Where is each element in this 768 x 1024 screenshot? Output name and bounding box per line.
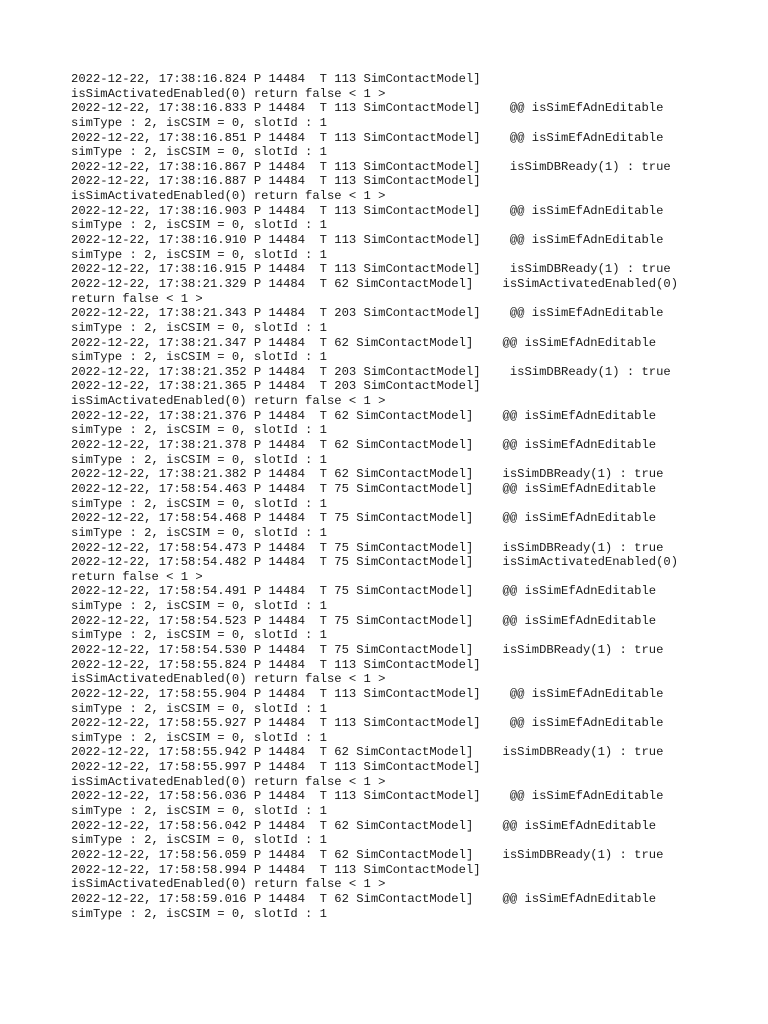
log-line: simType : 2, isCSIM = 0, slotId : 1 [71, 804, 327, 819]
log-line: isSimActivatedEnabled(0) return false < 1 > [71, 877, 386, 892]
log-line: simType : 2, isCSIM = 0, slotId : 1 [71, 628, 327, 643]
log-line: 2022-12-22, 17:38:16.915 P 14484 T 113 SimContactModel] isSimDBReady(1) : true [71, 262, 671, 277]
log-line: 2022-12-22, 17:38:16.833 P 14484 T 113 SimContactModel] @@ isSimEfAdnEditable [71, 101, 664, 116]
log-line: simType : 2, isCSIM = 0, slotId : 1 [71, 145, 327, 160]
log-line: 2022-12-22, 17:58:55.824 P 14484 T 113 SimContactModel] [71, 657, 481, 672]
log-line: 2022-12-22, 17:38:21.347 P 14484 T 62 SimContactModel] @@ isSimEfAdnEditable [71, 335, 657, 350]
log-line: simType : 2, isCSIM = 0, slotId : 1 [71, 350, 327, 365]
log-line: simType : 2, isCSIM = 0, slotId : 1 [71, 701, 327, 716]
log-line: simType : 2, isCSIM = 0, slotId : 1 [71, 320, 327, 335]
log-line: simType : 2, isCSIM = 0, slotId : 1 [71, 730, 327, 745]
log-line: 2022-12-22, 17:58:55.927 P 14484 T 113 SimContactModel] @@ isSimEfAdnEditable [71, 716, 664, 731]
log-line: 2022-12-22, 17:58:55.942 P 14484 T 62 SimContactModel] isSimDBReady(1) : true [71, 745, 664, 760]
log-line: simType : 2, isCSIM = 0, slotId : 1 [71, 247, 327, 262]
log-line: 2022-12-22, 17:58:56.059 P 14484 T 62 SimContactModel] isSimDBReady(1) : true [71, 847, 664, 862]
log-line: simType : 2, isCSIM = 0, slotId : 1 [71, 452, 327, 467]
log-line: 2022-12-22, 17:58:54.468 P 14484 T 75 SimContactModel] @@ isSimEfAdnEditable [71, 511, 657, 526]
log-line: 2022-12-22, 17:38:21.352 P 14484 T 203 SimContactModel] isSimDBReady(1) : true [71, 364, 671, 379]
log-line: 2022-12-22, 17:58:55.997 P 14484 T 113 SimContactModel] [71, 760, 481, 775]
log-line: simType : 2, isCSIM = 0, slotId : 1 [71, 218, 327, 233]
log-line: 2022-12-22, 17:58:56.036 P 14484 T 113 SimContactModel] @@ isSimEfAdnEditable [71, 789, 664, 804]
log-line: 2022-12-22, 17:58:56.042 P 14484 T 62 SimContactModel] @@ isSimEfAdnEditable [71, 818, 657, 833]
log-line: 2022-12-22, 17:38:16.903 P 14484 T 113 SimContactModel] @@ isSimEfAdnEditable [71, 203, 664, 218]
log-line: 2022-12-22, 17:38:21.329 P 14484 T 62 SimContactModel] isSimActivatedEnabled(0) [71, 276, 679, 291]
log-line: 2022-12-22, 17:38:21.382 P 14484 T 62 SimContactModel] isSimDBReady(1) : true [71, 467, 664, 482]
log-line: 2022-12-22, 17:58:54.463 P 14484 T 75 SimContactModel] @@ isSimEfAdnEditable [71, 481, 657, 496]
log-line: return false < 1 > [71, 569, 203, 584]
log-line: simType : 2, isCSIM = 0, slotId : 1 [71, 599, 327, 614]
log-line: 2022-12-22, 17:38:21.378 P 14484 T 62 SimContactModel] @@ isSimEfAdnEditable [71, 438, 657, 453]
log-line: 2022-12-22, 17:38:16.910 P 14484 T 113 SimContactModel] @@ isSimEfAdnEditable [71, 233, 664, 248]
log-line: 2022-12-22, 17:38:16.824 P 14484 T 113 SimContactModel] [71, 72, 481, 86]
log-line: 2022-12-22, 17:58:59.016 P 14484 T 62 SimContactModel] @@ isSimEfAdnEditable [71, 891, 657, 906]
log-line: 2022-12-22, 17:58:54.523 P 14484 T 75 SimContactModel] @@ isSimEfAdnEditable [71, 613, 657, 628]
log-line: simType : 2, isCSIM = 0, slotId : 1 [71, 833, 327, 848]
log-line: isSimActivatedEnabled(0) return false < 1 > [71, 394, 386, 409]
log-line: 2022-12-22, 17:58:58.994 P 14484 T 113 SimContactModel] [71, 862, 481, 877]
log-line: 2022-12-22, 17:38:16.867 P 14484 T 113 SimContactModel] isSimDBReady(1) : true [71, 159, 671, 174]
log-line: isSimActivatedEnabled(0) return false < 1 > [71, 774, 386, 789]
log-line: isSimActivatedEnabled(0) return false < 1 > [71, 86, 386, 101]
log-line: simType : 2, isCSIM = 0, slotId : 1 [71, 906, 327, 921]
log-line: simType : 2, isCSIM = 0, slotId : 1 [71, 423, 327, 438]
log-line: isSimActivatedEnabled(0) return false < 1 > [71, 672, 386, 687]
log-line: simType : 2, isCSIM = 0, slotId : 1 [71, 115, 327, 130]
log-line: 2022-12-22, 17:58:54.473 P 14484 T 75 SimContactModel] isSimDBReady(1) : true [71, 540, 664, 555]
log-line: isSimActivatedEnabled(0) return false < 1 > [71, 189, 386, 204]
log-line: 2022-12-22, 17:38:16.851 P 14484 T 113 SimContactModel] @@ isSimEfAdnEditable [71, 130, 664, 145]
log-line: 2022-12-22, 17:38:21.376 P 14484 T 62 SimContactModel] @@ isSimEfAdnEditable [71, 408, 657, 423]
log-line: 2022-12-22, 17:58:55.904 P 14484 T 113 SimContactModel] @@ isSimEfAdnEditable [71, 686, 664, 701]
log-line: 2022-12-22, 17:38:21.343 P 14484 T 203 SimContactModel] @@ isSimEfAdnEditable [71, 306, 664, 321]
log-line: 2022-12-22, 17:38:16.887 P 14484 T 113 SimContactModel] [71, 174, 481, 189]
log-line: 2022-12-22, 17:58:54.482 P 14484 T 75 SimContactModel] isSimActivatedEnabled(0) [71, 555, 679, 570]
log-line: simType : 2, isCSIM = 0, slotId : 1 [71, 496, 327, 511]
log-text-block [71, 72, 731, 921]
log-line: simType : 2, isCSIM = 0, slotId : 1 [71, 525, 327, 540]
log-line: 2022-12-22, 17:58:54.530 P 14484 T 75 SimContactModel] isSimDBReady(1) : true [71, 642, 664, 657]
log-line: 2022-12-22, 17:38:21.365 P 14484 T 203 SimContactModel] [71, 379, 481, 394]
log-line: 2022-12-22, 17:58:54.491 P 14484 T 75 SimContactModel] @@ isSimEfAdnEditable [71, 584, 657, 599]
log-line: return false < 1 > [71, 291, 203, 306]
